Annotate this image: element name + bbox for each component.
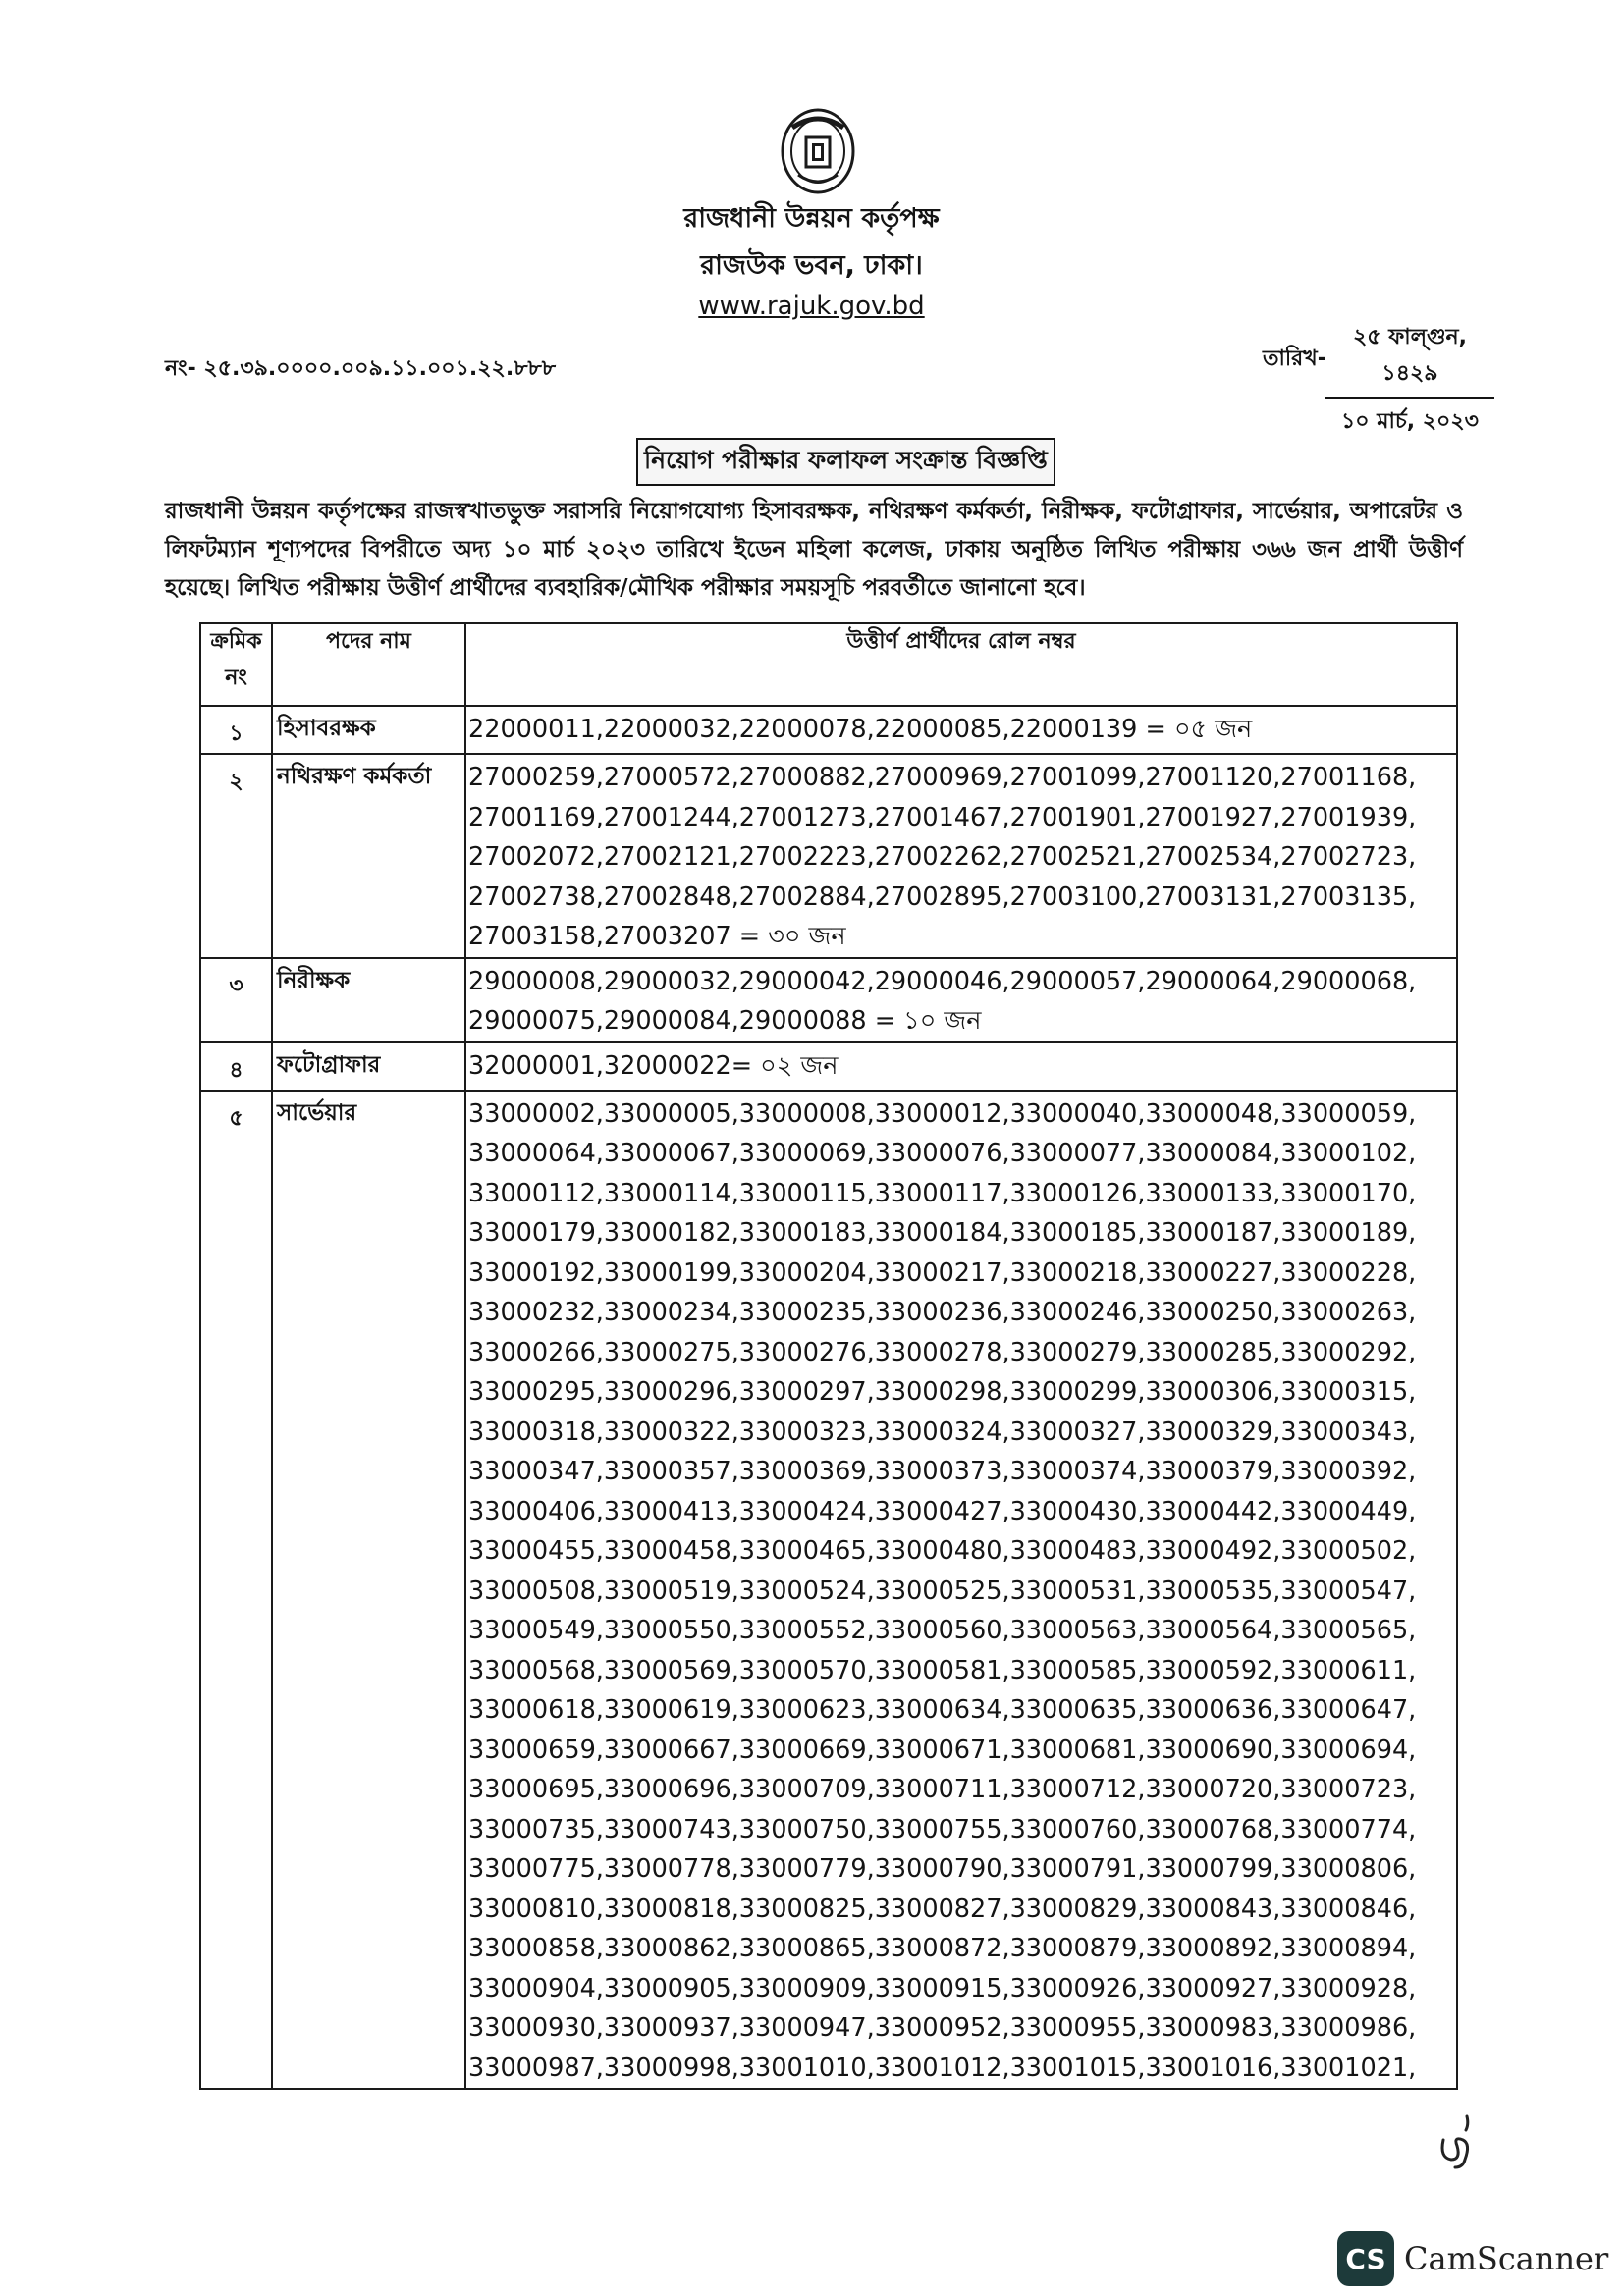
roll-number-line: 33000987,33000998,33001010,33001012,33001015,33001016,33001021, <box>468 2053 1417 2083</box>
roll-number-line: 33000775,33000778,33000779,33000790,33000791,33000799,33000806, <box>468 1854 1417 1884</box>
post-name-cell: সার্ভেয়ার <box>272 1091 465 2090</box>
roll-numbers-cell <box>465 754 1457 958</box>
roll-number-line: 22000011,22000032,22000078,22000085,22000139 = ০৫ জন <box>468 715 1253 744</box>
serial-cell: ৩ <box>200 958 272 1042</box>
table-row <box>200 958 1457 1042</box>
memo-number: নং- ২৫.৩৯.০০০০.০০৯.১১.০০১.২২.৮৮৮ <box>165 356 557 381</box>
header-serial: ক্রমিক নং <box>200 623 272 706</box>
roll-number-line: 27000259,27000572,27000882,27000969,27001099,27001120,27001168, <box>468 763 1417 792</box>
roll-numbers-cell <box>465 958 1457 1042</box>
roll-number-line: 33000232,33000234,33000235,33000236,33000246,33000250,33000263, <box>468 1298 1417 1327</box>
post-name-cell: ফটোগ্রাফার <box>272 1042 465 1091</box>
camscanner-watermark <box>1337 2230 1608 2287</box>
date-bangla: ২৫ ফাল্গুন, ১৪২৯ <box>1325 320 1494 399</box>
roll-number-line: 33000295,33000296,33000297,33000298,33000299,33000306,33000315, <box>468 1377 1417 1407</box>
table-row <box>200 1042 1457 1091</box>
serial-cell: ১ <box>200 706 272 754</box>
roll-numbers-cell <box>465 1042 1457 1091</box>
header-rolls: উত্তীর্ণ প্রার্থীদের রোল নম্বর <box>465 623 1457 706</box>
table-header-row <box>200 623 1457 706</box>
table-row <box>200 706 1457 754</box>
roll-number-line: 33000858,33000862,33000865,33000872,33000879,33000892,33000894, <box>468 1934 1417 1963</box>
roll-number-line: 27001169,27001244,27001273,27001467,27001901,27001927,27001939, <box>468 802 1417 832</box>
initials-signature <box>1434 2110 1483 2169</box>
roll-number-line: 33000112,33000114,33000115,33000117,33000126,33000133,33000170, <box>468 1178 1417 1208</box>
date-block <box>1325 320 1494 441</box>
roll-number-line: 27002738,27002848,27002884,27002895,27003100,27003131,27003135, <box>468 881 1417 912</box>
roll-number-line: 33000192,33000199,33000204,33000217,33000218,33000227,33000228, <box>468 1257 1417 1288</box>
roll-numbers-cell <box>465 706 1457 754</box>
intro-paragraph: রাজধানী উন্নয়ন কর্তৃপক্ষের রাজস্বখাতভুক্ত সরাসরি নিয়োগযোগ্য হিসাবরক্ষক, নথিরক্ষণ কর্মকর্তা, নিরীক্ষক, ফটোগ্রাফার, সার্ভেয়ার, অপারেটর ও লিফটম্যান শূণ্যপদের বিপরীতে অদ্য ১০ মার্চ ২০২৩ তারিখে ইডেন মহিলা কলেজ, ঢাকায় অনুষ্ঠিত লিখিত পরীক্ষায় ৩৬৬ জন প্রার্থী উত্তীর্ণ হয়েছে। লিখিত পরীক্ষায় উত্তীর্ণ প্রার্থীদের ব্যবহারিক/মৌখিক পরীক্ষার সময়সূচি পরবর্তীতে জানানো হবে। <box>165 499 1463 601</box>
organization-name: রাজধানী উন্নয়ন কর্তৃপক্ষ <box>683 203 940 234</box>
header-post: পদের নাম <box>272 623 465 706</box>
roll-number-line: 29000075,29000084,29000088 = ১০ জন <box>468 1006 982 1036</box>
roll-number-line: 33000406,33000413,33000424,33000427,33000430,33000442,33000449, <box>468 1496 1417 1526</box>
organization-website-link[interactable]: www.rajuk.gov.bd <box>698 292 925 321</box>
roll-number-line: 33000618,33000619,33000623,33000634,33000635,33000636,33000647, <box>468 1695 1417 1725</box>
roll-number-line: 33000549,33000550,33000552,33000560,33000563,33000564,33000565, <box>468 1616 1417 1645</box>
serial-cell: ৪ <box>200 1042 272 1091</box>
roll-number-line: 33000318,33000322,33000323,33000324,33000327,33000329,33000343, <box>468 1416 1417 1447</box>
organization-address: রাজউক ভবন, ঢাকা। <box>700 250 923 281</box>
results-table <box>199 622 1458 2090</box>
roll-number-line: 33000659,33000667,33000669,33000671,33000681,33000690,33000694, <box>468 1735 1417 1765</box>
roll-number-line: 33000002,33000005,33000008,33000012,33000040,33000048,33000059, <box>468 1098 1417 1129</box>
table-body <box>200 706 1457 2089</box>
roll-number-line: 33000568,33000569,33000570,33000581,33000585,33000592,33000611, <box>468 1655 1417 1685</box>
serial-cell: ২ <box>200 754 272 958</box>
camscanner-label: CamScanner <box>1404 2240 1609 2277</box>
table-row <box>200 1091 1457 2090</box>
roll-number-line: 33000508,33000519,33000524,33000525,33000531,33000535,33000547, <box>468 1575 1417 1606</box>
rajuk-seal-icon <box>779 106 857 196</box>
roll-number-line: 27003158,27003207 = ৩০ জন <box>468 922 846 951</box>
roll-numbers-cell <box>465 1091 1457 2090</box>
post-name-cell: নিরীক্ষক <box>272 958 465 1042</box>
roll-number-line: 33000930,33000937,33000947,33000952,33000955,33000983,33000986, <box>468 2013 1417 2043</box>
post-name-cell: হিসাবরক্ষক <box>272 706 465 754</box>
roll-number-line: 33000810,33000818,33000825,33000827,33000829,33000843,33000846, <box>468 1894 1417 1924</box>
camscanner-logo-icon: CS <box>1337 2231 1394 2286</box>
roll-number-line: 27002072,27002121,27002223,27002262,27002521,27002534,27002723, <box>468 842 1417 872</box>
table-row <box>200 754 1457 958</box>
roll-number-line: 33000735,33000743,33000750,33000755,33000760,33000768,33000774, <box>468 1814 1417 1844</box>
roll-number-line: 33000347,33000357,33000369,33000373,33000374,33000379,33000392, <box>468 1457 1417 1486</box>
notice-title: নিয়োগ পরীক্ষার ফলাফল সংক্রান্ত বিজ্ঞপ্তি <box>636 438 1055 486</box>
roll-number-line: 33000695,33000696,33000709,33000711,33000712,33000720,33000723, <box>468 1775 1417 1804</box>
date-gregorian: ১০ মার্চ, ২০২৩ <box>1341 409 1479 434</box>
date-label: তারিখ- <box>1263 347 1326 371</box>
roll-number-line: 33000266,33000275,33000276,33000278,33000279,33000285,33000292, <box>468 1337 1417 1367</box>
roll-number-line: 32000001,32000022= ০২ জন <box>468 1050 839 1081</box>
roll-number-line: 33000064,33000067,33000069,33000076,33000077,33000084,33000102, <box>468 1139 1417 1168</box>
serial-cell: ৫ <box>200 1091 272 2090</box>
roll-number-line: 33000904,33000905,33000909,33000915,33000926,33000927,33000928, <box>468 1973 1417 2003</box>
roll-number-line: 29000008,29000032,29000042,29000046,29000057,29000064,29000068, <box>468 966 1417 996</box>
post-name-cell: নথিরক্ষণ কর্মকর্তা <box>272 754 465 958</box>
roll-number-line: 33000179,33000182,33000183,33000184,33000185,33000187,33000189, <box>468 1218 1417 1248</box>
roll-number-line: 33000455,33000458,33000465,33000480,33000483,33000492,33000502, <box>468 1536 1417 1566</box>
